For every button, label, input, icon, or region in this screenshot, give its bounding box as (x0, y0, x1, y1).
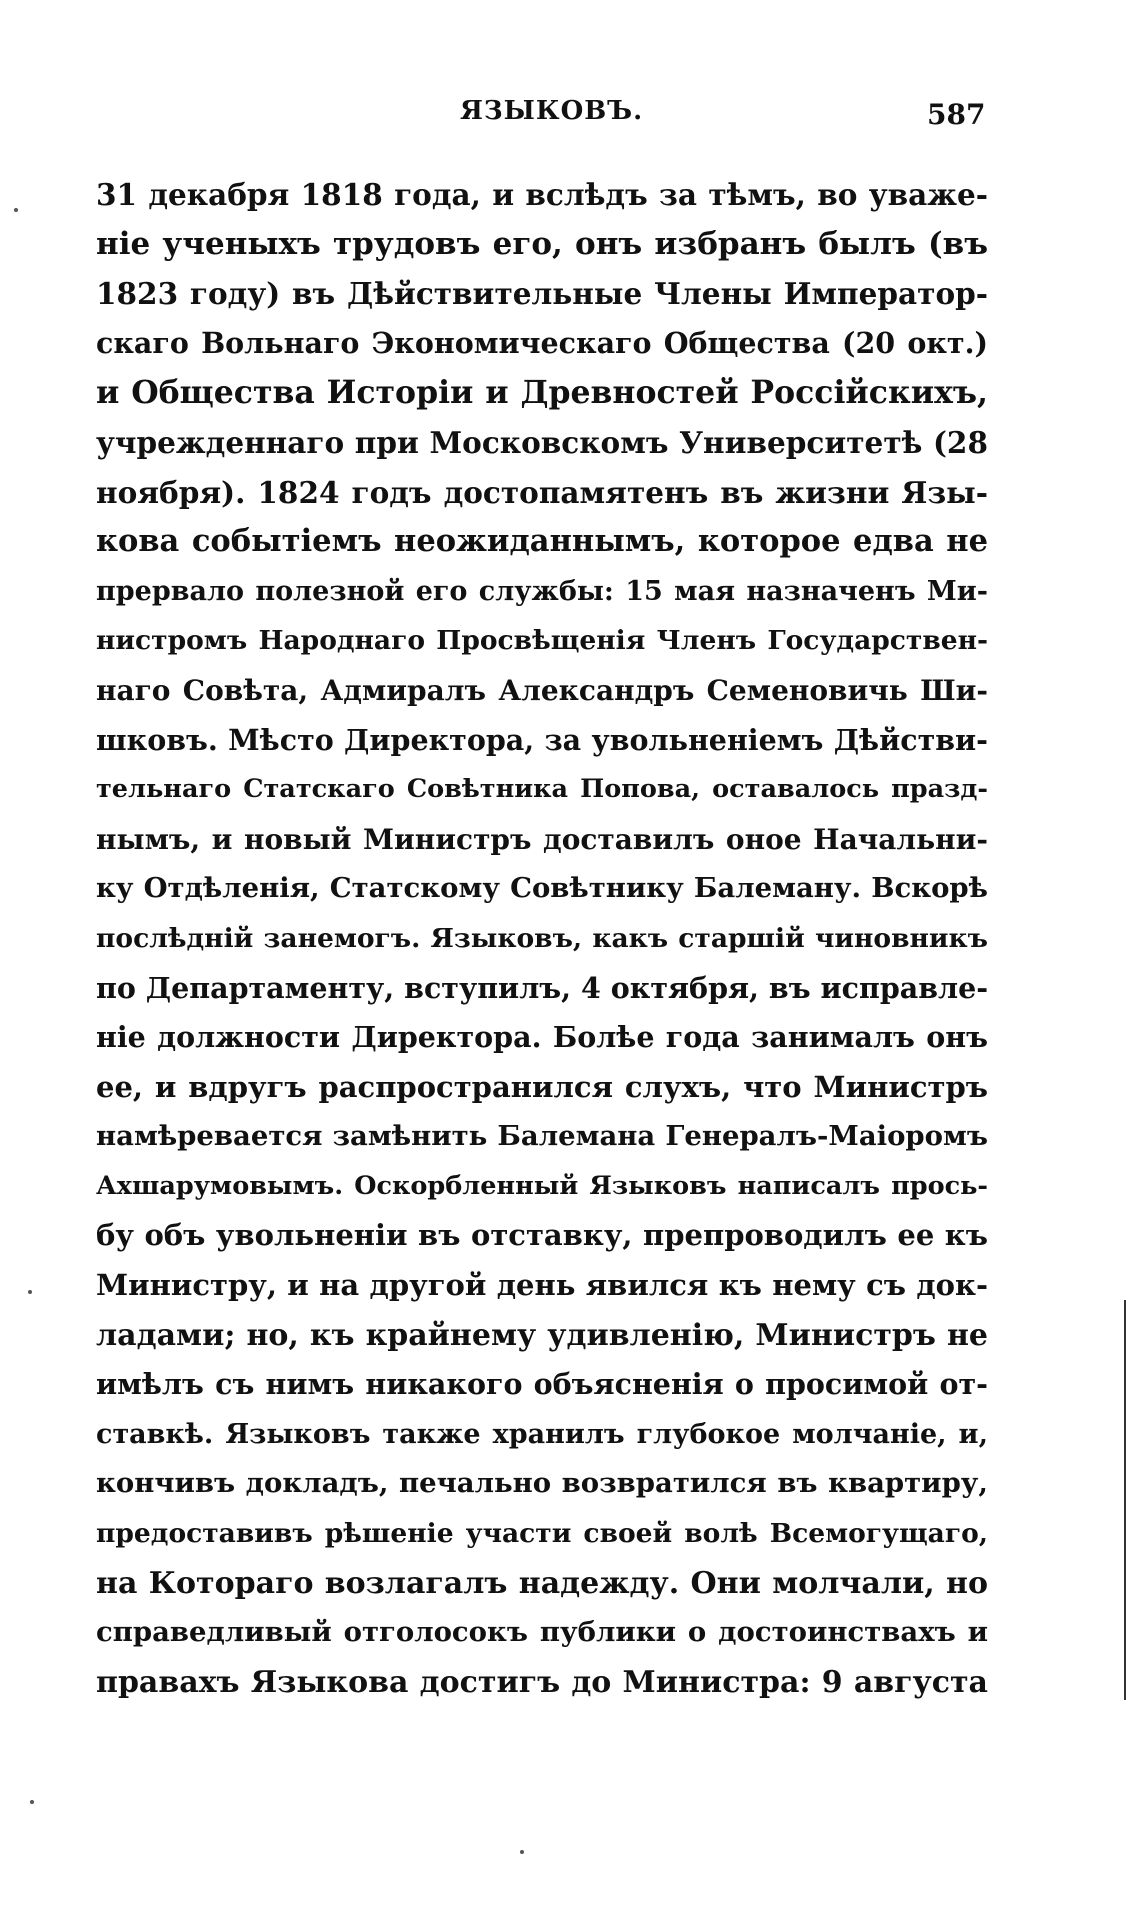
text-line: кова событіемъ неожиданнымъ, которое едва не (96, 523, 988, 560)
text-line: тельнаго Статскаго Совѣтника Попова, оставалось празд- (96, 774, 988, 805)
text-line: предоставивъ рѣшеніе участи своей волѣ Всемогущаго, (96, 1518, 988, 1550)
text-line: справедливый отголосокъ публики о достоинствахъ и (96, 1616, 988, 1649)
text-line: имѣлъ съ нимъ никакого объясненія о просимой от- (96, 1367, 988, 1402)
text-line: ку Отдѣленія, Статскому Совѣтнику Балеману. Вскорѣ (96, 872, 988, 905)
text-line: Министру, и на другой день явился къ нему съ док- (96, 1268, 988, 1303)
text-line: ніе ученыхъ трудовъ его, онъ избранъ былъ (въ (96, 225, 988, 262)
text-line: нымъ, и новый Министръ доставилъ оное Начальни- (96, 822, 988, 856)
text-line: послѣдній занемогъ. Языковъ, какъ старшій чиновникъ (96, 922, 988, 954)
text-line: ноября). 1824 годъ достопамятенъ въ жизни Язы- (96, 474, 988, 510)
text-line: нистромъ Народнаго Просвѣщенія Членъ Государствен- (96, 625, 988, 657)
text-line: Ахшарумовымъ. Оскорбленный Языковъ написалъ прось- (96, 1170, 988, 1201)
scan-speck (14, 208, 18, 212)
scan-speck (28, 1290, 32, 1294)
text-line: на Котораго возлагалъ надежду. Они молчали, но (96, 1565, 988, 1601)
scan-speck (520, 1850, 524, 1854)
page-number: 587 (927, 98, 986, 131)
scan-speck (30, 1800, 34, 1804)
text-line: наго Совѣта, Адмиралъ Александръ Семеновичь Ши- (96, 673, 988, 707)
text-line: ніе должности Директора. Болѣе года занималъ онъ (96, 1020, 988, 1055)
text-line: скаго Вольнаго Экономическаго Общества (20 окт.) (96, 325, 988, 360)
text-line: ставкѣ. Языковъ также хранилъ глубокое молчаніе, и, (96, 1418, 988, 1450)
running-title: ЯЗЫКОВЪ. (460, 96, 644, 126)
text-line: намѣревается замѣнить Балемана Генералъ-Маіоромъ (96, 1120, 988, 1153)
text-line: шковъ. Мѣсто Директора, за увольненіемъ Дѣйстви- (96, 722, 988, 757)
text-line: бу объ увольненіи въ отставку, препроводилъ ее къ (96, 1218, 988, 1253)
text-line: ее, и вдругъ распространился слухъ, что Министръ (96, 1069, 988, 1104)
text-line: и Общества Исторіи и Древностей Россійскихъ, (96, 374, 988, 412)
text-line: прервало полезной его службы: 15 мая назначенъ Ми- (96, 575, 988, 607)
scan-margin-line (1124, 1300, 1126, 1700)
text-line: кончивъ докладъ, печально возвратился въ квартиру, (96, 1467, 988, 1500)
body-text (96, 170, 988, 1707)
text-line: по Департаменту, вступилъ, 4 октября, въ исправле- (96, 970, 988, 1005)
text-line: учрежденнаго при Московскомъ Университетѣ (28 (96, 424, 988, 460)
text-line: 31 декабря 1818 года, и вслѣдъ за тѣмъ, во уваже- (96, 177, 988, 212)
text-line: правахъ Языкова достигъ до Министра: 9 августа (96, 1664, 988, 1700)
text-line: 1823 году) въ Дѣйствительные Члены Император- (96, 276, 988, 312)
text-line: ладами; но, къ крайнему удивленію, Министръ не (96, 1317, 988, 1353)
